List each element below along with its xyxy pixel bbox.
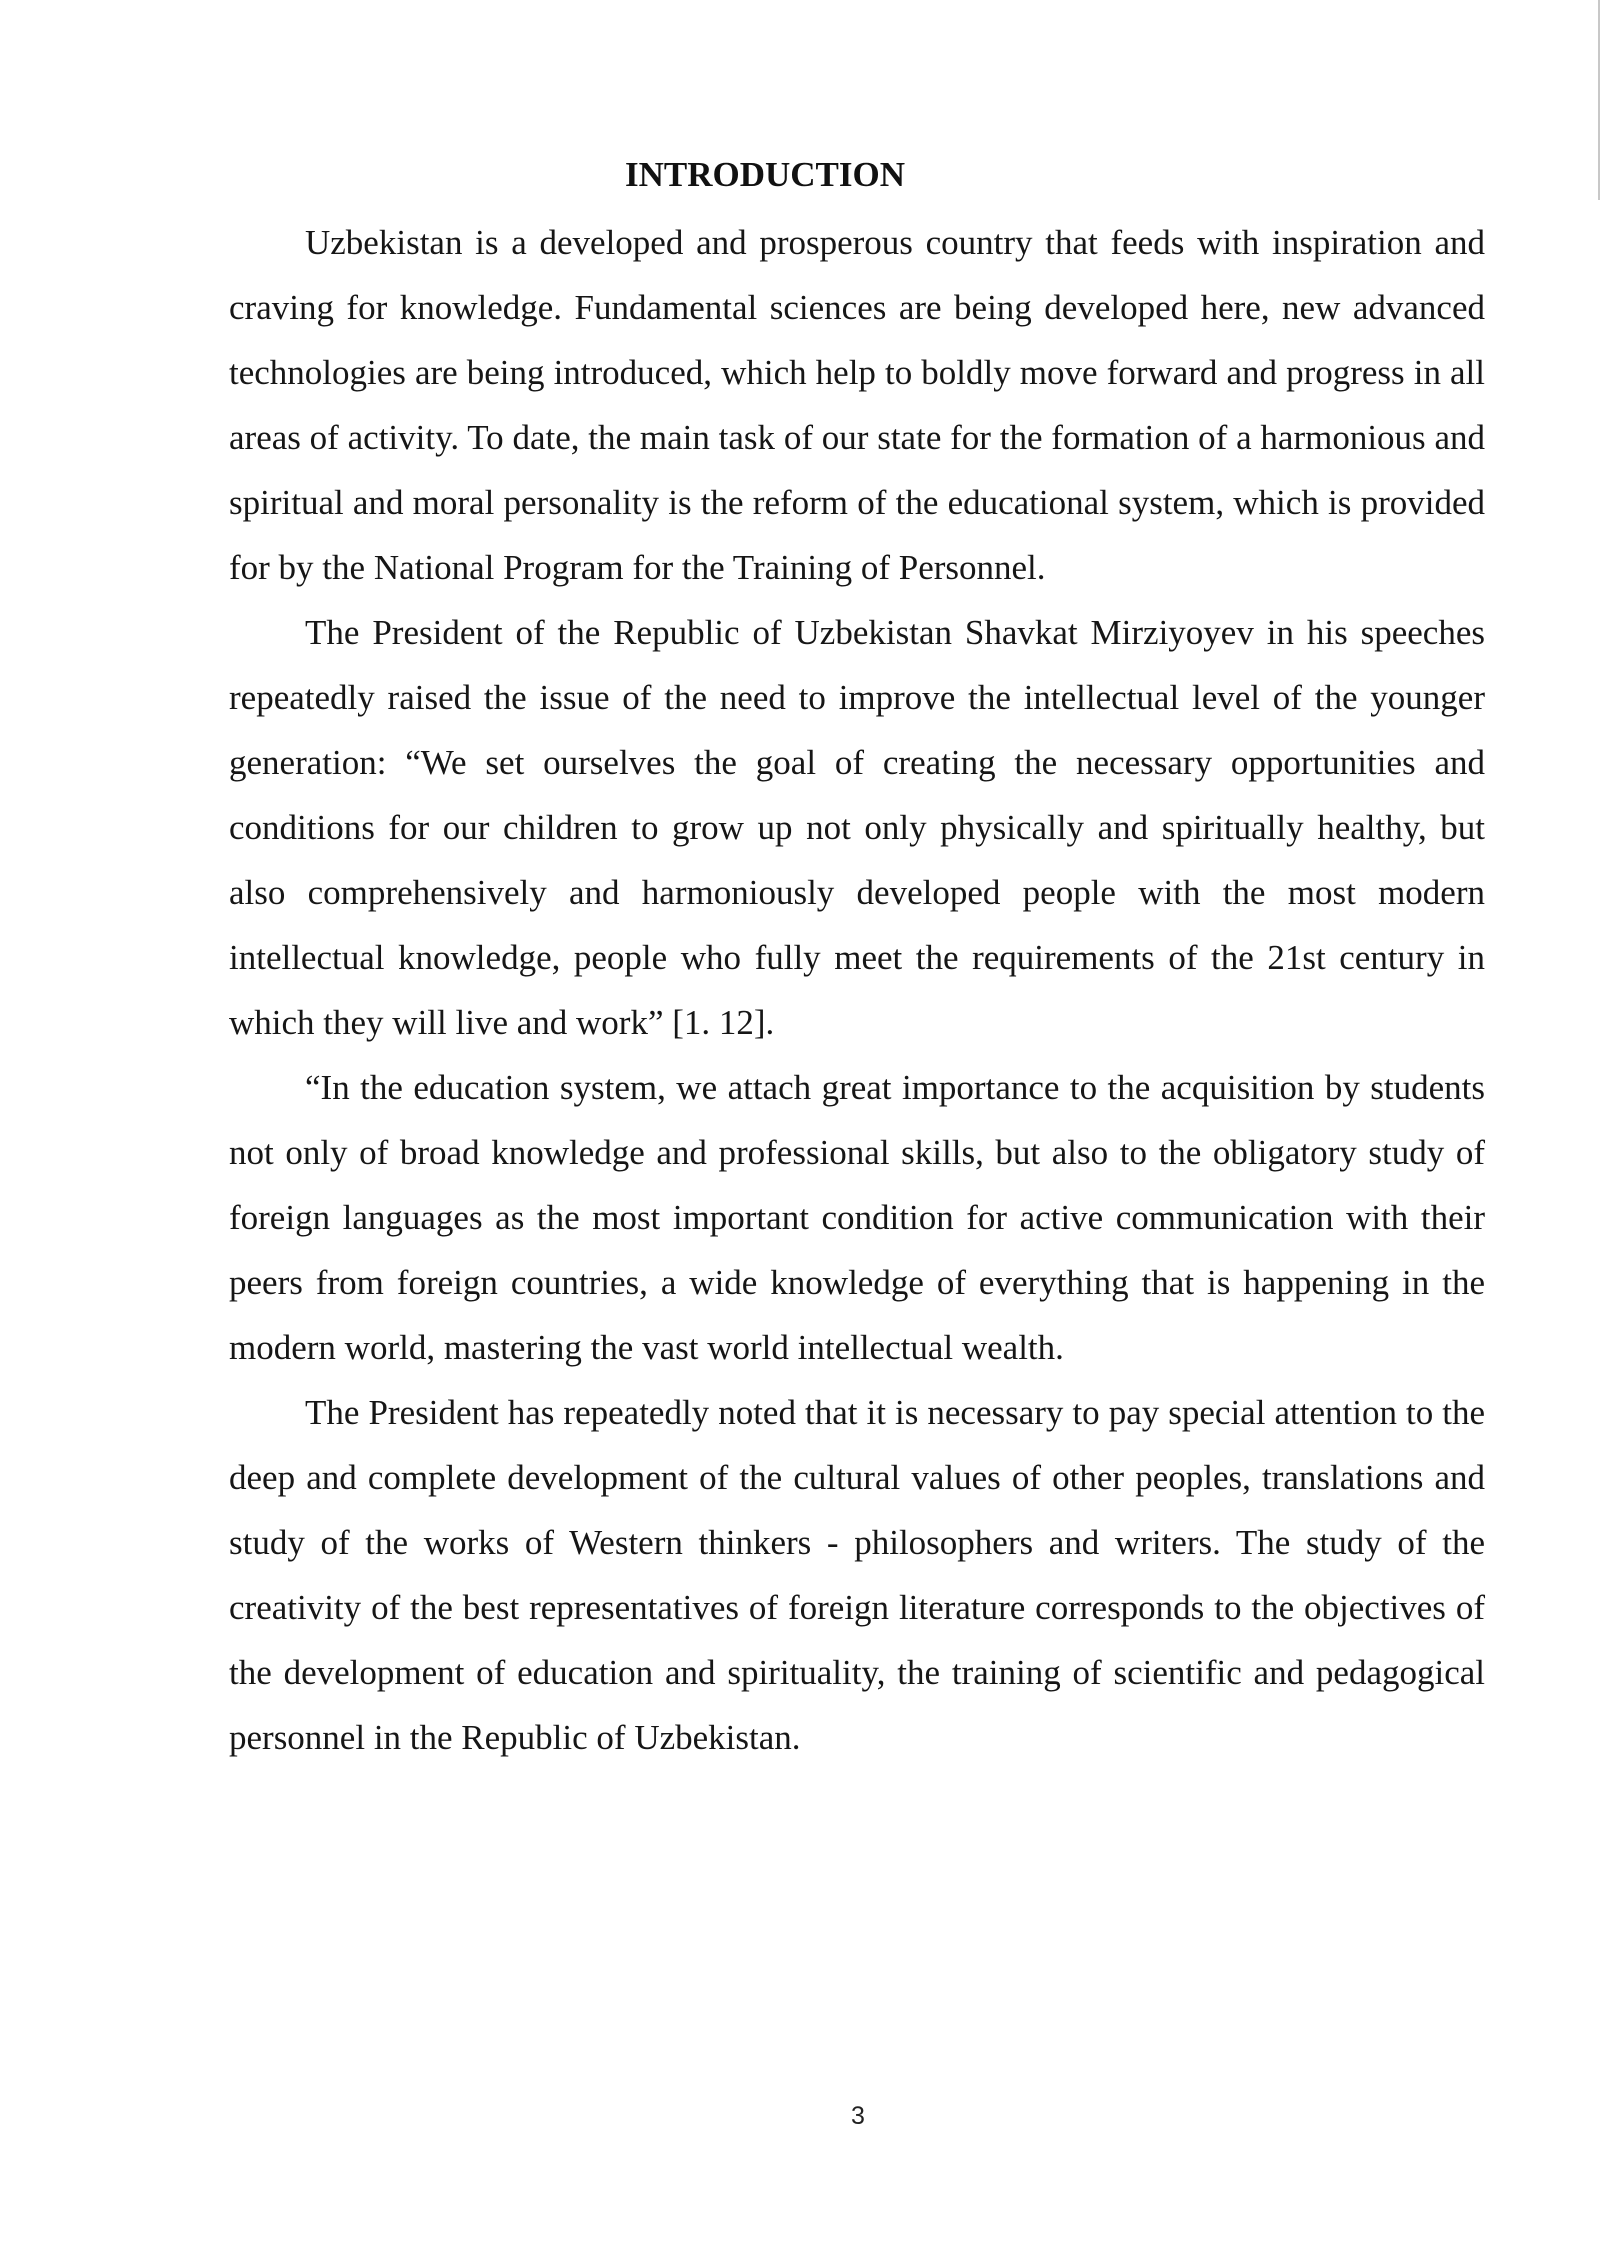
section-heading: INTRODUCTION <box>624 155 906 194</box>
paragraph-3: “In the education system, we attach great importance to the acquisition by students not only of broad knowledge and professional skills, but also to the obligatory study of foreign languages as the most important condition for active communication with their peers from foreign countries, a wide knowledge of everything that is happening in the modern world, mastering the vast world intellectual wealth. <box>229 1068 1485 1367</box>
body-text <box>229 210 1485 1770</box>
paragraph-1: Uzbekistan is a developed and prosperous country that feeds with inspiration and craving for knowledge. Fundamental sciences are being developed here, new advanced technologies are being introduced, which help to boldly move forward and progress in all areas of activity. To date, the main task of our state for the formation of a harmonious and spiritual and moral personality is the reform of the educational system, which is provided for by the National Program for the Training of Personnel. <box>229 223 1485 587</box>
paragraph-4: The President has repeatedly noted that it is necessary to pay special attention to the deep and complete development of the cultural values of other peoples, translations and study of the works of Western thinkers - philosophers and writers. The study of the creativity of the best representatives of foreign literature corresponds to the objectives of the development of education and spirituality, the training of scientific and pedagogical personnel in the Republic of Uzbekistan. <box>229 1393 1485 1757</box>
page-number: 3 <box>851 2102 865 2130</box>
paragraph-2: The President of the Republic of Uzbekistan Shavkat Mirziyoyev in his speeches repeatedly raised the issue of the need to improve the intellectual level of the younger generation: “We set ourselves the goal of creating the necessary opportunities and conditions for our children to grow up not only physically and spiritually healthy, but also comprehensively and harmoniously developed people with the most modern intellectual knowledge, people who fully meet the requirements of the 21st century in which they will live and work” [1. 12]. <box>229 613 1485 1042</box>
